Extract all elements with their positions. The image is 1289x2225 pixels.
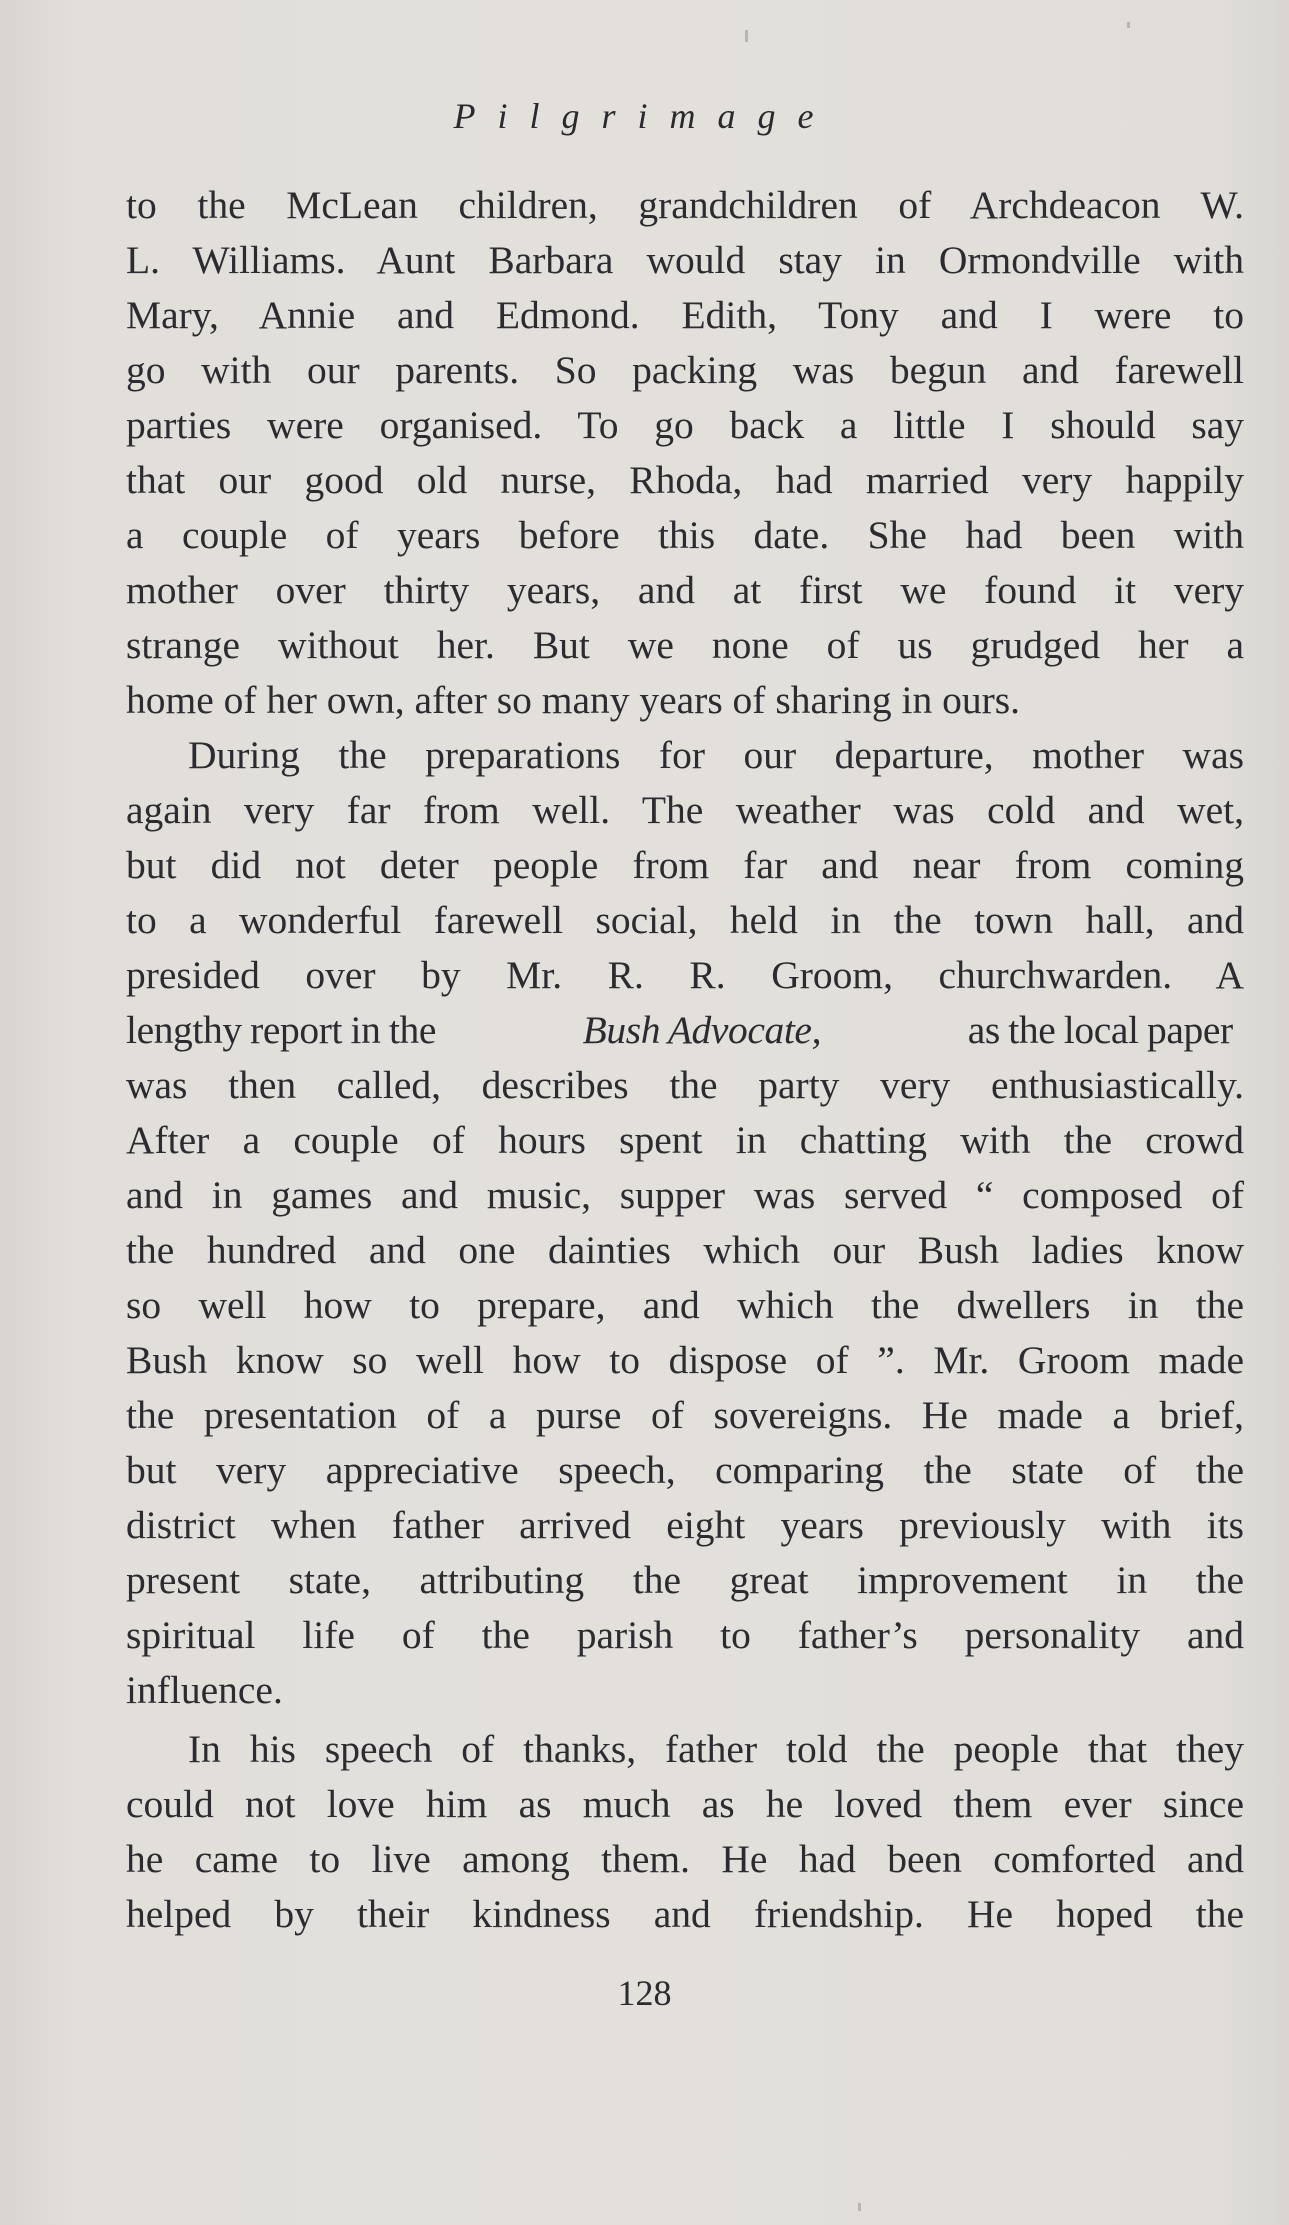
text-line: but very appreciative speech, comparing the state of the bbox=[126, 1448, 1244, 1492]
text-line: district when father arrived eight years previously with its bbox=[126, 1503, 1244, 1547]
text-line: but did not deter people from far and near from coming bbox=[126, 843, 1244, 887]
text-line: present state, attributing the great improvement in the bbox=[126, 1558, 1244, 1602]
text-line: spiritual life of the parish to father’s personality and bbox=[126, 1613, 1244, 1657]
text-line-mixed bbox=[126, 1003, 1244, 1058]
running-head: Pilgrimage bbox=[453, 96, 836, 136]
body-text bbox=[126, 178, 1244, 1942]
text-line: go with our parents. So packing was begun and farewell bbox=[126, 348, 1244, 392]
text-line: so well how to prepare, and which the dwellers in the bbox=[126, 1283, 1244, 1327]
paper-speck bbox=[745, 30, 748, 42]
text-line: could not love him as much as he loved them ever since bbox=[126, 1782, 1244, 1826]
text-line: influence. bbox=[126, 1668, 283, 1712]
text-line: to the McLean children, grandchildren of Archdeacon W. bbox=[126, 183, 1244, 227]
text-segment: as the local paper bbox=[967, 1008, 1233, 1052]
text-segment: lengthy report in the bbox=[126, 1008, 437, 1052]
text-line: mother over thirty years, and at first we found it very bbox=[126, 568, 1244, 612]
text-line: that our good old nurse, Rhoda, had married very happily bbox=[126, 458, 1244, 502]
text-line: a couple of years before this date. She had been with bbox=[126, 513, 1244, 557]
text-line: Bush know so well how to dispose of ”. Mr. Groom made bbox=[126, 1338, 1244, 1382]
text-line: he came to live among them. He had been comforted and bbox=[126, 1837, 1244, 1881]
text-line: Mary, Annie and Edmond. Edith, Tony and I were to bbox=[126, 293, 1244, 337]
text-line: again very far from well. The weather was cold and wet, bbox=[126, 788, 1244, 832]
text-line: to a wonderful farewell social, held in the town hall, and bbox=[126, 898, 1244, 942]
text-line: and in games and music, supper was served “ composed of bbox=[126, 1173, 1244, 1217]
paper-speck bbox=[1127, 22, 1130, 28]
text-line: helped by their kindness and friendship. He hoped the bbox=[126, 1892, 1244, 1936]
text-line: home of her own, after so many years of sharing in ours. bbox=[126, 678, 1020, 722]
text-line: the hundred and one dainties which our Bush ladies know bbox=[126, 1228, 1244, 1272]
text-line: presided over by Mr. R. R. Groom, churchwarden. A bbox=[126, 953, 1244, 997]
text-line: After a couple of hours spent in chatting with the crowd bbox=[126, 1118, 1244, 1162]
text-line: parties were organised. To go back a little I should say bbox=[126, 403, 1244, 447]
text-line: L. Williams. Aunt Barbara would stay in Ormondville with bbox=[126, 238, 1244, 282]
page-number: 128 bbox=[617, 1973, 672, 2013]
newspaper-title: Bush Advocate, bbox=[582, 1008, 822, 1052]
text-line: the presentation of a purse of sovereigns. He made a brief, bbox=[126, 1393, 1244, 1437]
text-line: During the preparations for our departure, mother was bbox=[188, 733, 1244, 777]
text-line: was then called, describes the party very enthusiastically. bbox=[126, 1063, 1244, 1107]
paper-speck bbox=[858, 2203, 861, 2211]
text-line: strange without her. But we none of us grudged her a bbox=[126, 623, 1244, 667]
text-line: In his speech of thanks, father told the people that they bbox=[188, 1727, 1244, 1771]
